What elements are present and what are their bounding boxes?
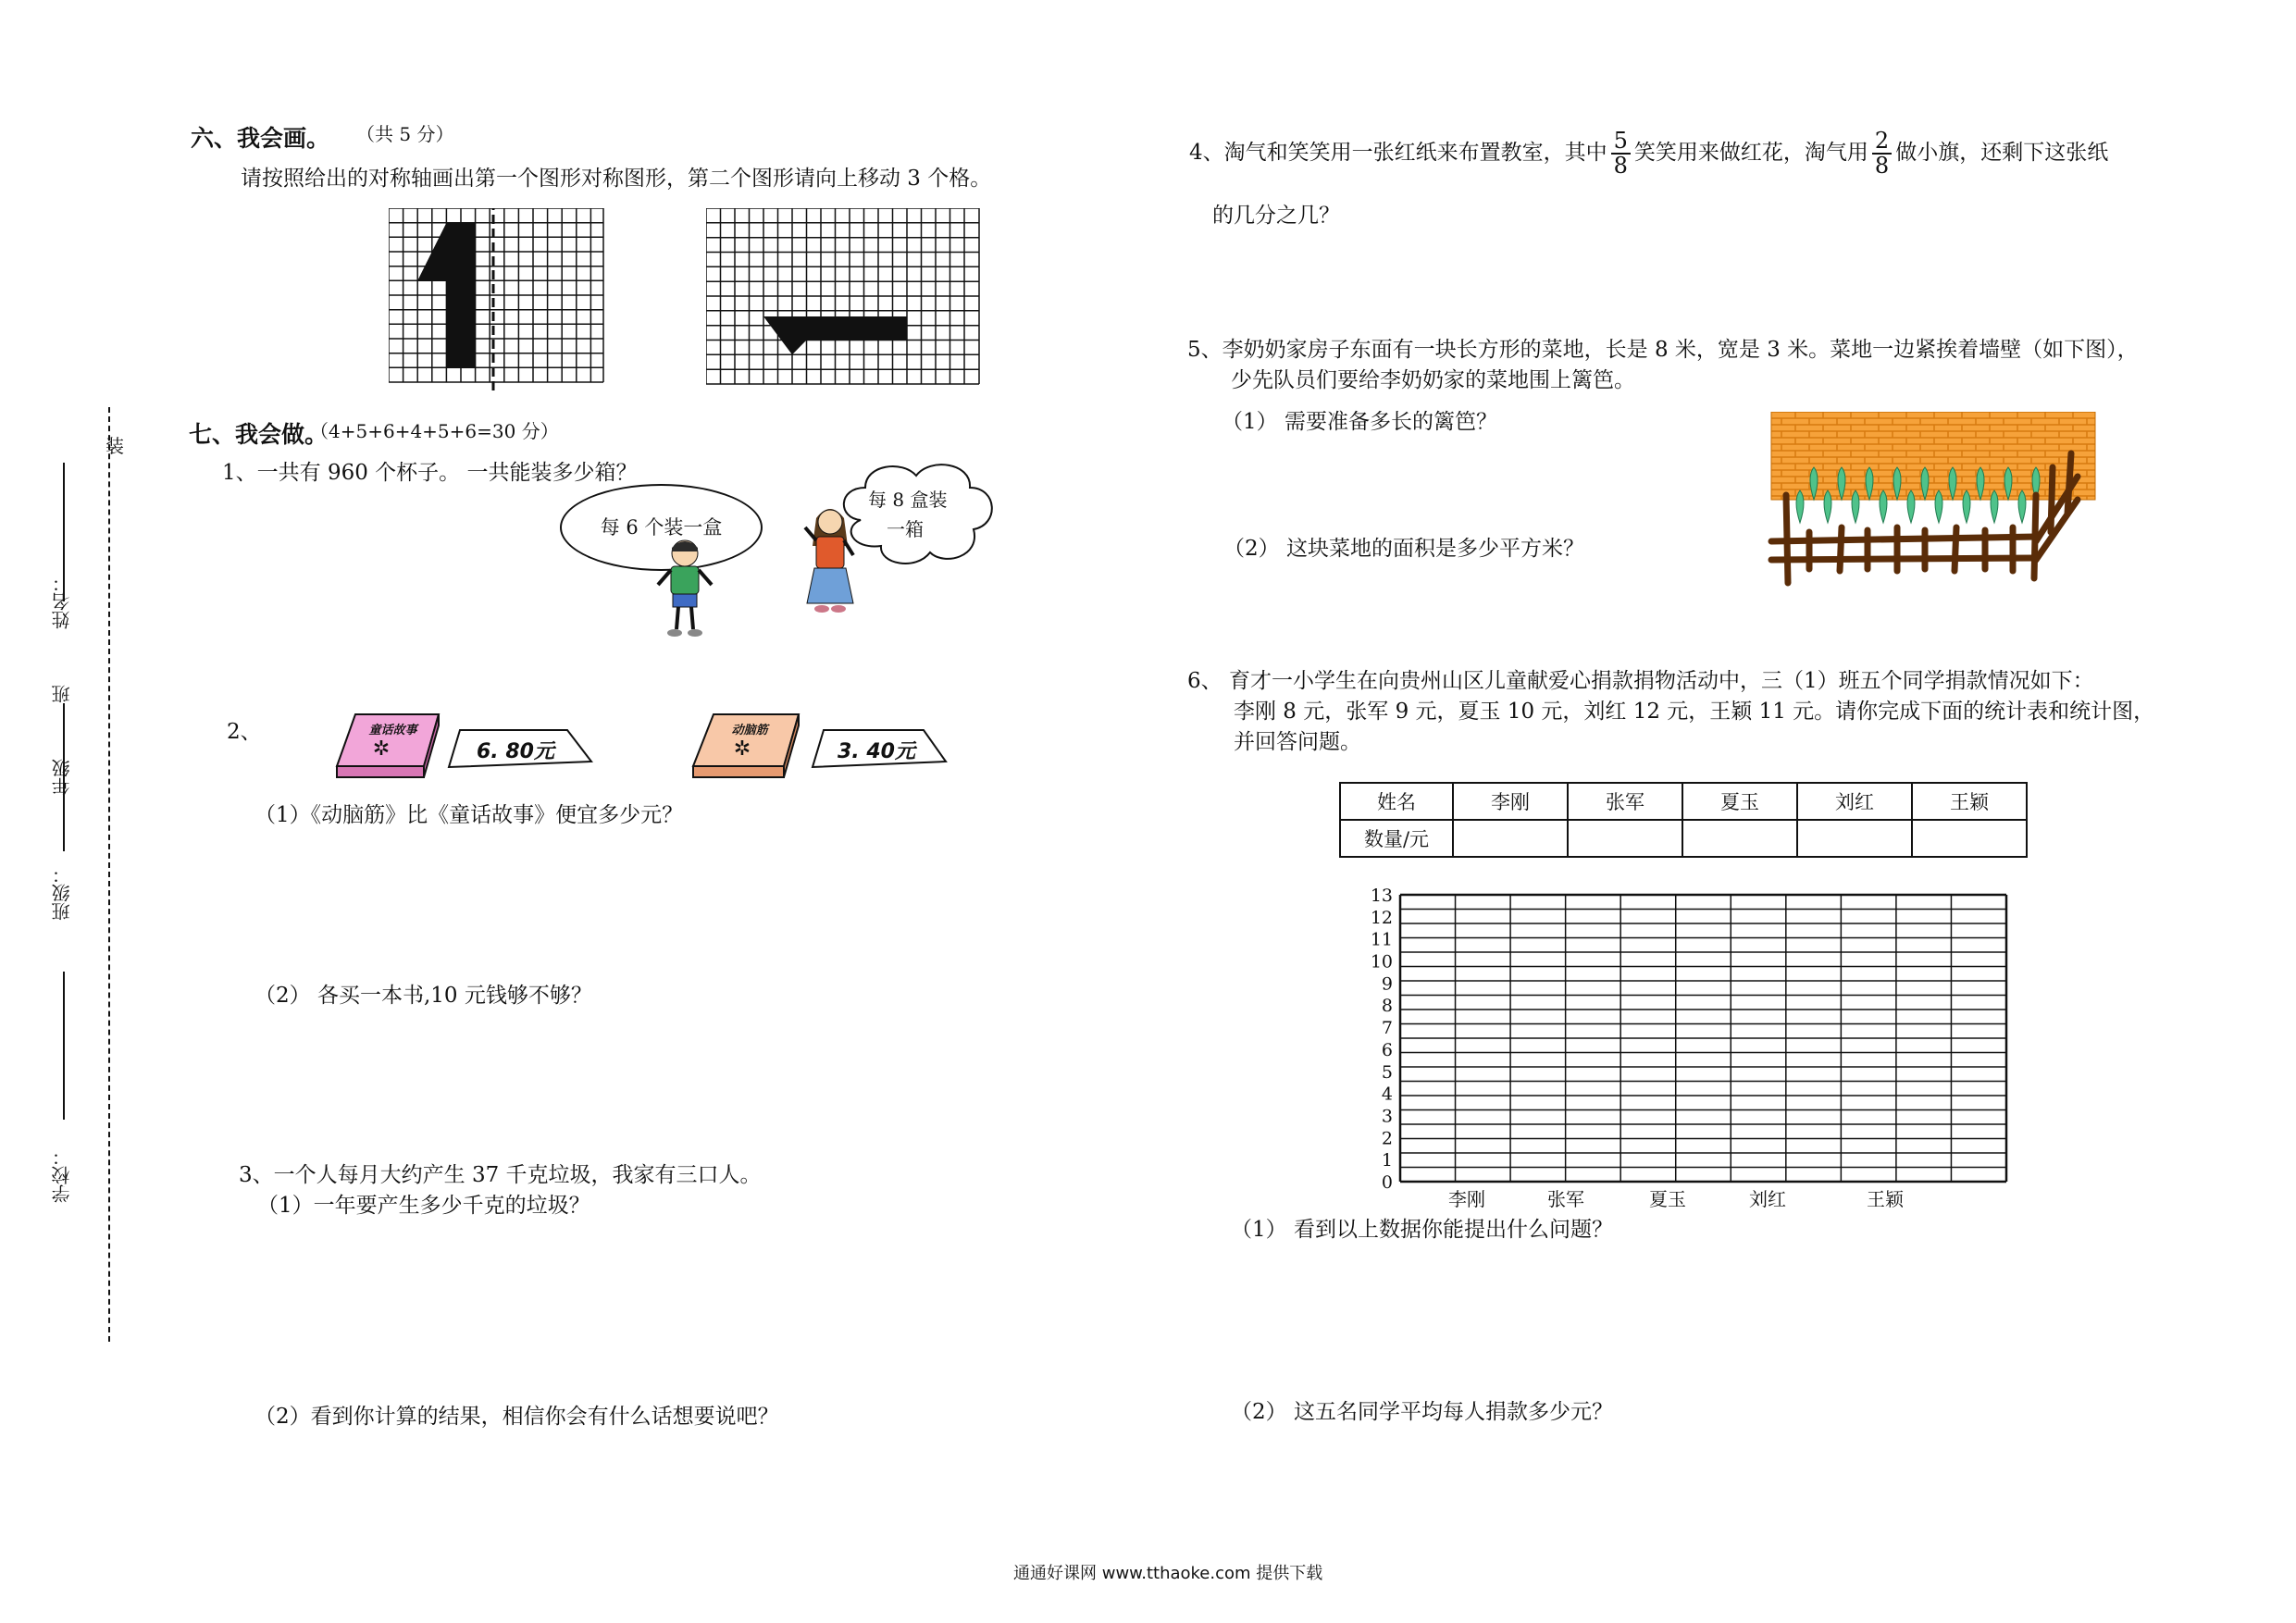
fraction-5-8 bbox=[1611, 130, 1631, 178]
q2-sub1: （1）《动脑筋》比《童话故事》便宜多少元？ bbox=[254, 803, 684, 827]
table-header-row bbox=[1340, 783, 2027, 820]
answer-cell[interactable] bbox=[1568, 820, 1682, 857]
boy-bubble-text: 每 6 个装一盒 bbox=[600, 516, 723, 539]
table-cell: 刘红 bbox=[1797, 783, 1912, 820]
y-tick-label: 5 bbox=[1381, 1061, 1393, 1083]
q6-sub2: （2） 这五名同学平均每人捐款多少元？ bbox=[1231, 1400, 1613, 1424]
table-cell: 张军 bbox=[1568, 783, 1682, 820]
sidebar-class-label: 班 bbox=[51, 685, 73, 703]
q5-line1: 5、李奶奶家房子东面有一块长方形的菜地，长是 8 米，宽是 3 米。菜地一边紧挨着墙壁（如下图）， bbox=[1187, 338, 2139, 362]
q4-line2: 的几分之几？ bbox=[1212, 204, 1340, 228]
answer-cell[interactable] bbox=[1453, 820, 1568, 857]
answer-cell[interactable] bbox=[1912, 820, 2027, 857]
girl-bubble-line1: 每 8 盒装 bbox=[868, 489, 948, 511]
q5-sub1: （1） 需要准备多长的篱笆？ bbox=[1222, 410, 1497, 434]
y-tick-label: 8 bbox=[1381, 996, 1393, 1017]
q4-f1-den: 8 bbox=[1613, 153, 1628, 180]
translation-grid[interactable] bbox=[706, 208, 982, 386]
q4-f1-num: 5 bbox=[1611, 130, 1631, 155]
y-tick-label: 9 bbox=[1381, 973, 1393, 995]
svg-text:✲: ✲ bbox=[733, 737, 751, 761]
x-category-label: 王颖 bbox=[1867, 1188, 1904, 1210]
table-cell: 姓名 bbox=[1340, 783, 1453, 820]
q2-number: 2、 bbox=[227, 720, 262, 744]
q3-sub1: （1）一年要产生多少千克的垃圾？ bbox=[257, 1194, 590, 1218]
svg-text:✲: ✲ bbox=[372, 737, 391, 761]
bar-chart-grid[interactable] bbox=[1360, 884, 2017, 1217]
sidebar-school-label: 学校： bbox=[51, 1147, 73, 1203]
section6-score: （共 5 分） bbox=[356, 123, 454, 145]
q4-part2: 笑笑用来做红花，淘气用 bbox=[1633, 141, 1868, 166]
table-row-label: 数量/元 bbox=[1340, 820, 1453, 857]
y-tick-label: 3 bbox=[1381, 1106, 1393, 1127]
garden-fence-illustration bbox=[1758, 412, 2101, 597]
book2-price: 3. 40元 bbox=[838, 740, 915, 763]
book1-price: 6. 80元 bbox=[477, 740, 554, 763]
sidebar-class2-label: 班级： bbox=[51, 865, 73, 921]
sidebar-name-label: 姓名： bbox=[51, 574, 73, 629]
symmetry-grid[interactable] bbox=[389, 208, 605, 393]
y-tick-label: 4 bbox=[1381, 1084, 1393, 1105]
sidebar-zhuang: 装 bbox=[105, 435, 124, 457]
answer-cell[interactable] bbox=[1797, 820, 1912, 857]
q5-sub2: （2） 这块菜地的面积是多少平方米？ bbox=[1223, 537, 1584, 561]
y-tick-label: 1 bbox=[1381, 1150, 1393, 1171]
x-category-label: 夏玉 bbox=[1649, 1188, 1686, 1210]
q4-line1 bbox=[1189, 130, 2108, 178]
class-answer-line bbox=[63, 972, 65, 1120]
table-cell: 李刚 bbox=[1453, 783, 1568, 820]
section7-title: 七、我会做。 bbox=[189, 421, 329, 448]
y-tick-label: 0 bbox=[1381, 1172, 1393, 1193]
q6-line3: 并回答问题。 bbox=[1234, 730, 1361, 754]
q6-line2: 李刚 8 元，张军 9 元，夏玉 10 元，刘红 12 元，王颖 11 元。请你完成下面的统计表和统计图， bbox=[1234, 700, 2155, 724]
y-tick-label: 12 bbox=[1370, 907, 1393, 928]
table-cell: 夏玉 bbox=[1682, 783, 1797, 820]
sidebar-grade-label: 年级 bbox=[51, 759, 73, 796]
q3-text: 3、一个人每月大约产生 37 千克垃圾，我家有三口人。 bbox=[239, 1163, 762, 1187]
boy-illustration bbox=[652, 537, 717, 638]
section6-title: 六、我会画。 bbox=[191, 125, 330, 152]
binding-dashed-line bbox=[108, 407, 110, 1342]
y-tick-label: 11 bbox=[1370, 929, 1393, 950]
q6-sub1: （1） 看到以上数据你能提出什么问题？ bbox=[1231, 1218, 1613, 1242]
q5-line2: 少先队员们要给李奶奶家的菜地围上篱笆。 bbox=[1231, 368, 1635, 392]
y-tick-label: 13 bbox=[1370, 886, 1393, 906]
section6-instruction: 请按照给出的对称轴画出第一个图形对称图形，第二个图形请向上移动 3 个格。 bbox=[241, 167, 992, 191]
x-category-label: 刘红 bbox=[1749, 1188, 1786, 1210]
girl-illustration bbox=[798, 500, 863, 620]
x-category-label: 李刚 bbox=[1448, 1188, 1485, 1210]
q2-sub2: （2） 各买一本书,10 元钱够不够？ bbox=[254, 984, 592, 1008]
x-category-label: 张军 bbox=[1547, 1188, 1584, 1210]
girl-bubble-line2: 一箱 bbox=[887, 518, 924, 540]
y-tick-label: 10 bbox=[1370, 951, 1393, 973]
table-value-row[interactable] bbox=[1340, 820, 2027, 857]
y-tick-label: 2 bbox=[1381, 1128, 1393, 1149]
book1-title: 童话故事 bbox=[367, 724, 420, 737]
book2-title: 动脑筋 bbox=[730, 724, 771, 737]
q4-f2-num: 2 bbox=[1872, 130, 1892, 155]
fraction-2-8 bbox=[1872, 130, 1892, 178]
table-cell: 王颖 bbox=[1912, 783, 2027, 820]
answer-cell[interactable] bbox=[1682, 820, 1797, 857]
q6-line1: 6、 育才一小学生在向贵州山区儿童献爱心捐款捐物活动中，三（1）班五个同学捐款情况如下： bbox=[1187, 669, 2094, 693]
y-tick-label: 7 bbox=[1381, 1018, 1393, 1039]
y-tick-label: 6 bbox=[1381, 1039, 1393, 1060]
q1-text: 1、一共有 960 个杯子。 一共能装多少箱？ bbox=[222, 461, 638, 485]
page-footer: 通通好课网 www.tthaoke.com 提供下载 bbox=[1013, 1564, 1323, 1583]
section7-score: （4+5+6+4+5+6=30 分） bbox=[310, 420, 559, 442]
statistics-table bbox=[1339, 782, 2028, 858]
q4-f2-den: 8 bbox=[1874, 153, 1890, 180]
q3-sub2: （2）看到你计算的结果，相信你会有什么话想要说吧？ bbox=[254, 1405, 779, 1429]
q4-part3: 做小旗，还剩下这张纸 bbox=[1895, 141, 2109, 166]
grade-answer-line bbox=[63, 703, 65, 851]
q4-part1: 4、淘气和笑笑用一张红纸来布置教室，其中 bbox=[1189, 141, 1607, 166]
